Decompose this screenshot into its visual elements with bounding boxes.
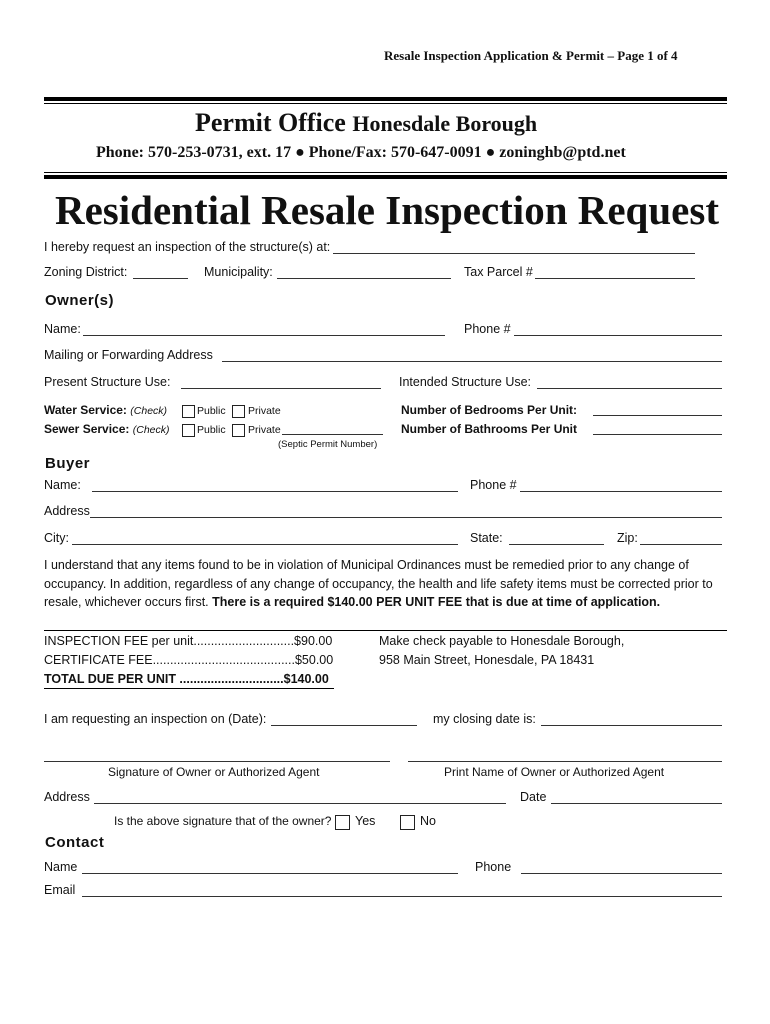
buyer-phone-label: Phone # <box>470 478 517 492</box>
owner-yes-checkbox[interactable] <box>335 815 350 830</box>
closing-date-field[interactable] <box>541 725 722 726</box>
header-rule-bottom-thin <box>44 172 727 173</box>
municipality-label: Municipality: <box>204 265 273 279</box>
contact-phone-field[interactable] <box>521 873 722 874</box>
owner-no-label: No <box>420 814 436 828</box>
water-label: Water Service: <box>44 403 127 417</box>
header-rule-top <box>44 97 727 101</box>
print-name-field[interactable] <box>408 761 722 762</box>
date-field[interactable] <box>551 803 722 804</box>
buyer-phone-field[interactable] <box>520 491 722 492</box>
owner-name-field[interactable] <box>83 335 445 336</box>
notice-text: I understand that any items found to be in violation of Municipal Ordinances must be remedied prior to any change of occupancy. In addition, regardless of any change of occupancy, the health and life safety items must be corrected prior to resale, whichever occurs first. <box>44 558 713 609</box>
office-borough: Honesdale Borough <box>352 111 538 136</box>
sewer-label: Sewer Service: <box>44 422 130 436</box>
water-private-checkbox[interactable] <box>232 405 245 418</box>
contact-email-field[interactable] <box>82 896 722 897</box>
payable-line1: Make check payable to Honesdale Borough, <box>379 634 625 648</box>
water-row <box>44 403 167 417</box>
tax-parcel-label: Tax Parcel # <box>464 265 533 279</box>
signature-field[interactable] <box>44 761 390 762</box>
structure-address-field[interactable] <box>333 253 695 254</box>
inspection-date-field[interactable] <box>271 725 417 726</box>
zoning-district-field[interactable] <box>133 278 188 279</box>
owner-phone-field[interactable] <box>514 335 722 336</box>
buyer-state-field[interactable] <box>509 544 604 545</box>
page-label: Resale Inspection Application & Permit – Page 1 of 4 <box>384 48 678 63</box>
buyer-zip-label: Zip: <box>617 531 638 545</box>
closing-date-label: my closing date is: <box>433 712 536 726</box>
bedrooms-field[interactable] <box>593 415 722 416</box>
sewer-public-checkbox[interactable] <box>182 424 195 437</box>
contact-name-label: Name <box>44 860 78 874</box>
fee-rule <box>44 630 727 631</box>
contact-email-label: Email <box>44 883 76 897</box>
certificate-fee: CERTIFICATE FEE.........................................$50.00 <box>44 653 334 667</box>
form-title: Residential Resale Inspection Request <box>55 187 719 233</box>
sewer-private-label: Private <box>248 424 281 436</box>
buyer-city-label: City: <box>44 531 69 545</box>
contact-heading: Contact <box>45 834 105 851</box>
owner-no-checkbox[interactable] <box>400 815 415 830</box>
buyer-heading: Buyer <box>45 455 91 472</box>
address-field[interactable] <box>94 803 506 804</box>
zoning-label: Zoning District: <box>44 265 128 279</box>
sewer-private-checkbox[interactable] <box>232 424 245 437</box>
bathrooms-field[interactable] <box>593 434 722 435</box>
total-fee: TOTAL DUE PER UNIT ..............................$140.00 <box>44 672 329 686</box>
water-check-note: (Check) <box>130 405 168 417</box>
buyer-city-field[interactable] <box>72 544 458 545</box>
bathrooms-label: Number of Bathrooms Per Unit <box>401 422 578 436</box>
buyer-name-field[interactable] <box>92 491 458 492</box>
buyer-zip-field[interactable] <box>640 544 722 545</box>
inspection-date-label: I am requesting an inspection on (Date): <box>44 712 267 726</box>
buyer-address-field[interactable] <box>90 517 722 518</box>
septic-note: (Septic Permit Number) <box>278 439 378 450</box>
sewer-public-label: Public <box>197 424 226 436</box>
intended-use-label: Intended Structure Use: <box>399 375 532 389</box>
notice-paragraph <box>44 556 724 612</box>
contact-phone-label: Phone <box>475 860 512 874</box>
municipality-field[interactable] <box>277 278 451 279</box>
water-public-label: Public <box>197 405 226 417</box>
intended-use-field[interactable] <box>537 388 722 389</box>
notice-fee: There is a required $140.00 PER UNIT FEE that is due at time of application. <box>212 595 661 609</box>
sewer-row <box>44 422 170 436</box>
water-public-checkbox[interactable] <box>182 405 195 418</box>
owner-yes-label: Yes <box>355 814 376 828</box>
payable-line2: 958 Main Street, Honesdale, PA 18431 <box>379 653 595 667</box>
print-name-label: Print Name of Owner or Authorized Agent <box>444 765 665 779</box>
tax-parcel-field[interactable] <box>535 278 695 279</box>
contact-line: Phone: 570-253-0731, ext. 17 ● Phone/Fax: 570-647-0091 ● zoninghb@ptd.net <box>96 144 626 161</box>
header-rule-bottom <box>44 175 727 179</box>
present-use-label: Present Structure Use: <box>44 375 171 389</box>
buyer-address-label: Address <box>44 504 90 518</box>
request-label: I hereby request an inspection of the structure(s) at: <box>44 240 331 254</box>
mailing-label: Mailing or Forwarding Address <box>44 348 213 362</box>
bedrooms-label: Number of Bedrooms Per Unit: <box>401 403 578 417</box>
signature-label: Signature of Owner or Authorized Agent <box>108 765 320 779</box>
water-private-label: Private <box>248 405 281 417</box>
office-title <box>195 108 537 138</box>
contact-name-field[interactable] <box>82 873 458 874</box>
owner-phone-label: Phone # <box>464 322 511 336</box>
sewer-check-note: (Check) <box>132 424 170 436</box>
address-label: Address <box>44 790 90 804</box>
present-use-field[interactable] <box>181 388 381 389</box>
owner-question: Is the above signature that of the owner? <box>114 814 332 828</box>
inspection-fee: INSPECTION FEE per unit.............................$90.00 <box>44 634 333 648</box>
buyer-state-label: State: <box>470 531 503 545</box>
owner-name-label: Name: <box>44 322 81 336</box>
total-rule <box>44 688 334 689</box>
owner-heading: Owner(s) <box>45 292 115 309</box>
buyer-name-label: Name: <box>44 478 81 492</box>
header-rule-top-thin <box>44 103 727 104</box>
date-label: Date <box>520 790 547 804</box>
office-title-text: Permit Office <box>195 108 346 137</box>
septic-permit-field[interactable] <box>282 434 383 435</box>
mailing-address-field[interactable] <box>222 361 722 362</box>
